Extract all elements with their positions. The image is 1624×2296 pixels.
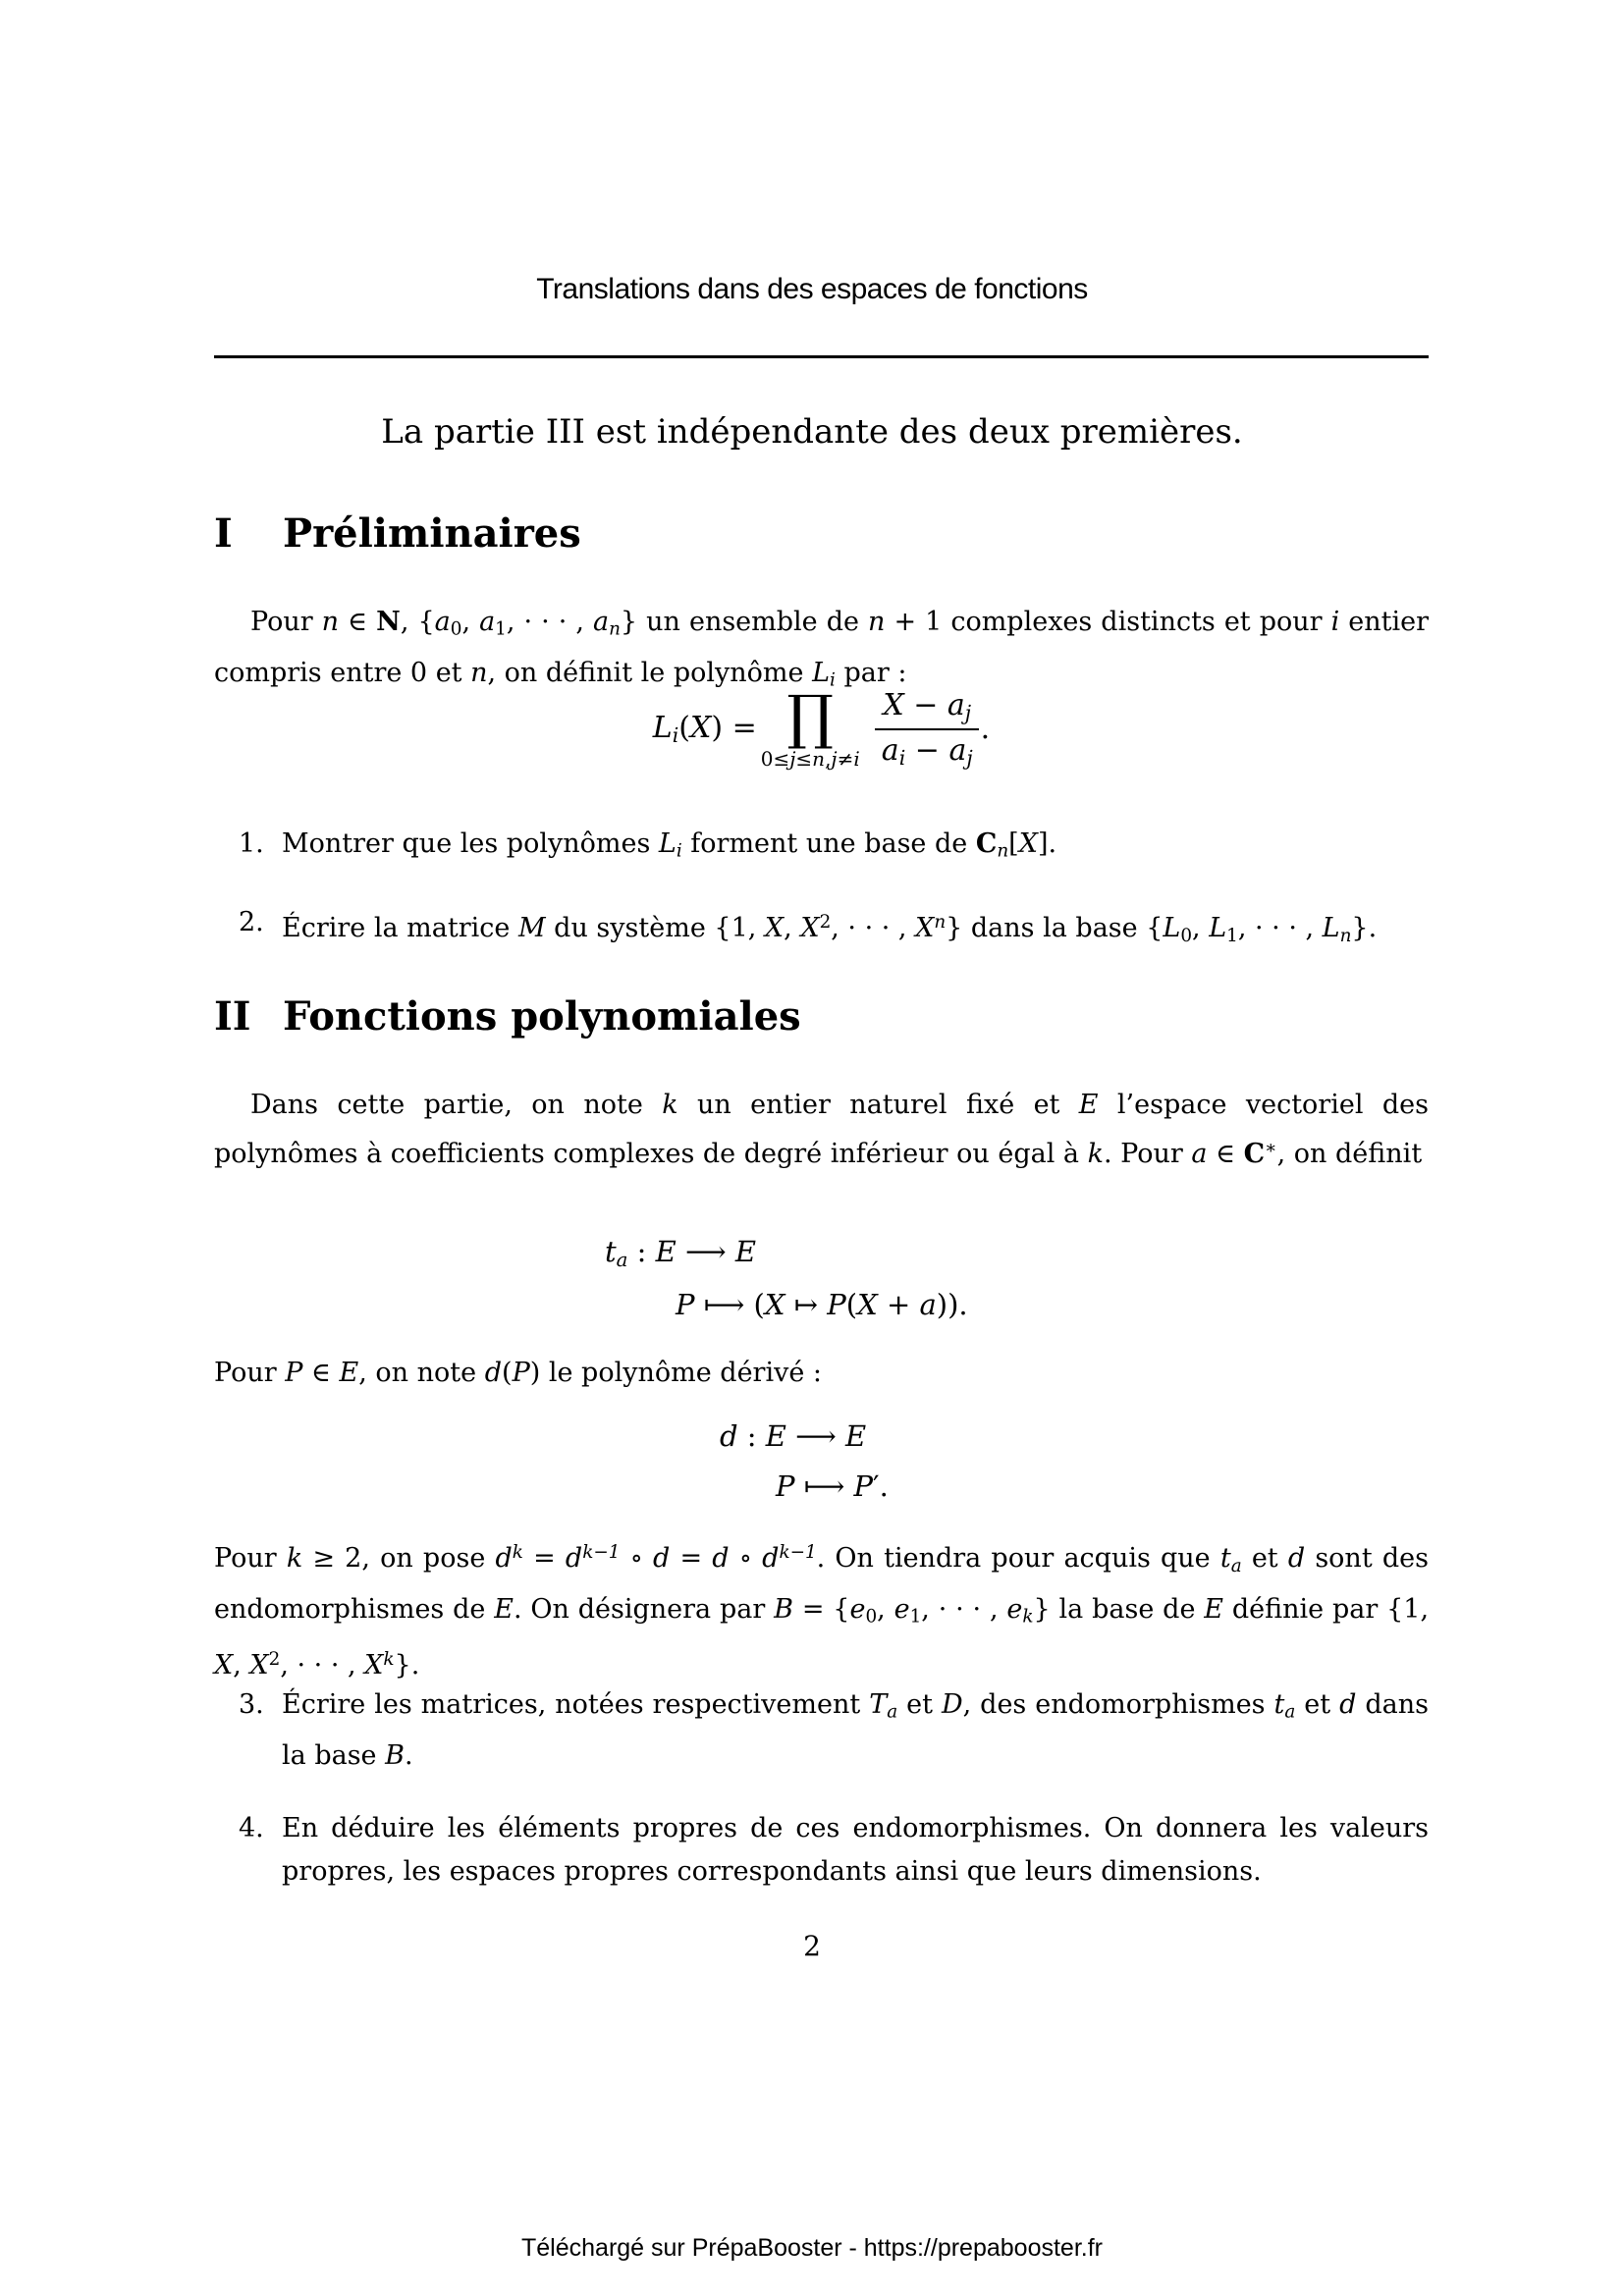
section-heading-fonctions-polynomiales: [214, 995, 801, 1039]
fraction-numerator: X − aj: [875, 685, 979, 730]
item-text: Montrer que les polynômes Li forment une base de Cn[X].: [282, 828, 1057, 862]
display-d-definition: [720, 1419, 889, 1504]
footer-note: Téléchargé sur PrépaBooster - https://prepabooster.fr: [521, 2234, 1103, 2262]
enumerate-item-4: [239, 1807, 1429, 1894]
item-text: Écrire les matrices, notées respectivement Ta et D, des endomorphismes ta et d dans la base B.: [282, 1689, 1429, 1771]
page-number: 2: [803, 1930, 821, 1962]
item-marker: 1.: [239, 828, 264, 859]
display-ta-definition: [605, 1235, 968, 1321]
intro-note: La partie III est indépendante des deux premières.: [381, 412, 1243, 452]
item-marker: 2.: [239, 907, 264, 937]
item-marker: 3.: [239, 1689, 264, 1720]
formula-lhs: Li(X) =: [652, 711, 757, 748]
d-rule-line: P ⟼ P′.: [776, 1468, 889, 1503]
section-heading-preliminaires: [214, 512, 581, 556]
enumerate-item-1: [239, 823, 1429, 874]
enumerate-item-2: [239, 901, 1429, 958]
product-symbol: ∏: [786, 682, 835, 752]
page-header-title: Translations dans des espaces de fonctions: [536, 273, 1088, 305]
header-divider-rule: [214, 355, 1429, 358]
paragraph-derivative-intro: Pour P ∈ E, on note d(P) le polynôme dérivé :: [214, 1358, 822, 1388]
ta-map-line: ta : E ⟶ E: [605, 1235, 756, 1271]
paragraph-composition-basis: Pour k ≥ 2, on pose $d^k = d^{k-1}$ ∘ d = d ∘ $d^{k-1}$. On tiendra pour acquis que ta et d sont des endomorphismes de E. On désignera par B = {e0, e1, · · · , ek} la base de E définie par {1, X, $X^2$, · · · , $X^k$}.: [214, 1542, 1430, 1682]
fraction-denominator: ai − aj: [881, 732, 973, 770]
section-number: II: [214, 993, 251, 1040]
enumerate-item-3: [239, 1683, 1429, 1778]
paragraph-lagrange-setup: Pour n ∈ N, {a0, a1, · · · , an} un ensemble de n + 1 complexes distincts et pour i entier compris entre 0 et n, on définit le polynôme Li par :: [214, 607, 1429, 691]
item-text: En déduire les éléments propres de ces endomorphismes. On donnera les valeurs propres, les espaces propres correspondants ainsi que leurs dimensions.: [282, 1813, 1429, 1887]
ta-rule-line: P ⟼ (X ↦ P(X + a)).: [676, 1287, 968, 1321]
formula-period: .: [980, 712, 991, 747]
product-subscript: 0≤j≤n,j≠i: [760, 746, 860, 771]
section-title: Préliminaires: [283, 510, 581, 557]
d-map-line: d : E ⟶ E: [720, 1419, 867, 1453]
formula-lagrange-polynomial: [214, 682, 1429, 773]
section-title: Fonctions polynomiales: [283, 993, 801, 1040]
section-number: I: [214, 510, 233, 557]
product-operator: [760, 682, 860, 771]
paragraph-translation-setup: Dans cette partie, on note k un entier naturel fixé et E l’espace vectoriel des polynômes à coefficients complexes de degré inférieur ou égal à k. Pour a ∈ C∗, on définit: [214, 1090, 1429, 1170]
fraction: [874, 685, 981, 773]
item-text: Écrire la matrice M du système {1, X, $X^2$, · · · , $X^n$} dans la base {L0, L1, · · · , Ln}.: [282, 912, 1378, 946]
item-marker: 4.: [239, 1813, 264, 1843]
